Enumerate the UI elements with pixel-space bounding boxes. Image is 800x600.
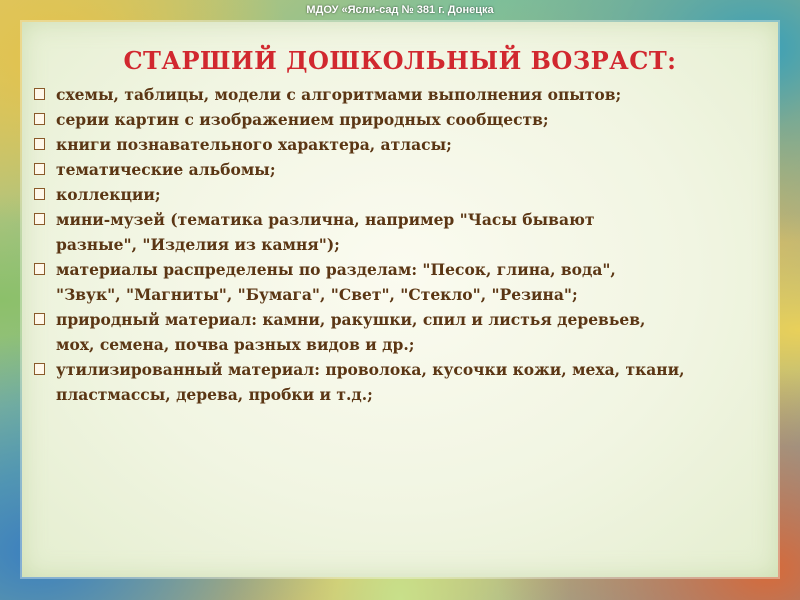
list-item-line: разные", "Изделия из камня"); [56, 235, 340, 254]
list-item [34, 82, 774, 107]
list-item [34, 357, 774, 407]
list-item-line: схемы, таблицы, модели с алгоритмами выполнения опытов; [56, 85, 622, 104]
list-item-line: материалы распределены по разделам: "Песок, глина, вода", [56, 260, 616, 279]
list-item [34, 207, 774, 257]
square-bullet-icon [34, 188, 45, 200]
list-item [34, 107, 774, 132]
square-bullet-icon [34, 213, 45, 225]
list-item-line: пластмассы, дерева, пробки и т.д.; [56, 385, 373, 404]
bullet-list [34, 82, 774, 407]
list-item-line: мох, семена, почва разных видов и др.; [56, 335, 415, 354]
list-item-line: тематические альбомы; [56, 160, 276, 179]
square-bullet-icon [34, 263, 45, 275]
list-item [34, 307, 774, 357]
list-item-line: книги познавательного характера, атласы; [56, 135, 452, 154]
list-item-line: коллекции; [56, 185, 161, 204]
list-item [34, 157, 774, 182]
list-item-line: мини-музей (тематика различна, например "Часы бывают [56, 210, 595, 229]
slide-title: СТАРШИЙ ДОШКОЛЬНЫЙ ВОЗРАСТ: [123, 46, 677, 75]
square-bullet-icon [34, 163, 45, 175]
square-bullet-icon [34, 313, 45, 325]
list-item-line: серии картин с изображением природных сообществ; [56, 110, 549, 129]
list-item [34, 182, 774, 207]
header-caption: МДОУ «Ясли-сад № 381 г. Донецка [306, 4, 494, 16]
square-bullet-icon [34, 138, 45, 150]
list-item [34, 132, 774, 157]
square-bullet-icon [34, 88, 45, 100]
list-item-line: природный материал: камни, ракушки, спил и листья деревьев, [56, 310, 646, 329]
square-bullet-icon [34, 363, 45, 375]
list-item [34, 257, 774, 307]
square-bullet-icon [34, 113, 45, 125]
list-item-line: утилизированный материал: проволока, кусочки кожи, меха, ткани, [56, 360, 685, 379]
list-item-line: "Звук", "Магниты", "Бумага", "Свет", "Стекло", "Резина"; [56, 285, 578, 304]
